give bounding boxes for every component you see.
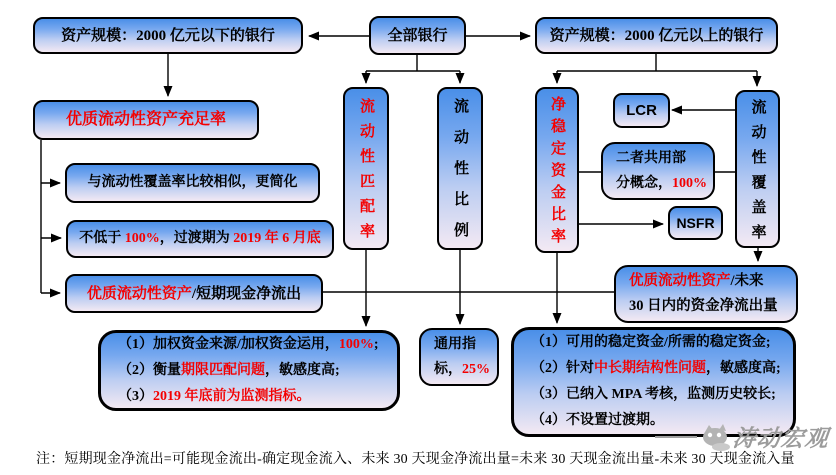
lmr-details-line1: [118, 332, 379, 358]
lmr-details-line1-b: 100%: [338, 336, 374, 352]
lmr-details-line3-a: （3）: [118, 388, 153, 404]
node-hqla-formula: [65, 274, 323, 313]
node-lcr-abbr: [613, 93, 670, 128]
lmr-details-line2: [118, 358, 340, 384]
generic-indicator-line2: [434, 357, 490, 382]
lcr-formula-line1: [629, 269, 764, 294]
node-shared-concept: [601, 142, 715, 200]
lcr-formula-line1-red: 优质流动性资产: [629, 273, 731, 289]
nsfr-details-line2-b: 中长期结构性问题: [594, 361, 706, 376]
lmr-details-line3: [118, 384, 311, 410]
lmr-details-line2-a: （2）衡量: [118, 362, 181, 378]
generic-indicator-line2-black: 标，: [434, 362, 462, 377]
nsfr-details-line4: （4）不设置过渡期。: [531, 413, 664, 428]
threshold-text: [79, 231, 321, 248]
node-bank-under-200b-label: 资产规模：2000 亿元以下的银行: [61, 27, 275, 44]
generic-indicator-line1: 通用指: [434, 337, 476, 352]
nsfr-details-line2-c: ，敏感度高;: [706, 361, 781, 376]
threshold-seg-red-1: 100%: [124, 230, 160, 246]
node-lcr-abbr-label: LCR: [626, 101, 657, 119]
shared-concept-line2-red: 100%: [672, 176, 707, 191]
node-similar-to-lcr: [65, 163, 320, 203]
node-lcr-ratio: [735, 90, 780, 248]
node-nsfr-ratio-label: 净稳定资金比率: [549, 96, 565, 250]
cat-logo-icon: [699, 422, 733, 452]
lcr-formula-line1-black: /未来: [730, 273, 764, 289]
node-hqla-adequacy-ratio: [33, 100, 259, 140]
threshold-seg-black-2: ，过渡期为: [159, 230, 234, 246]
node-threshold-transition: [66, 220, 334, 258]
node-nsfr-abbr-label: NSFR: [676, 214, 715, 231]
node-similar-to-lcr-label: 与流动性覆盖率比较相似，更简化: [87, 174, 298, 190]
node-bank-over-200b-label: 资产规模：2000 亿元以上的银行: [549, 27, 764, 44]
hqla-formula-red: 优质流动性资产: [86, 285, 192, 302]
node-all-banks: [369, 16, 466, 55]
watermark-label: 涛动宏观: [731, 426, 831, 451]
node-nsfr-abbr: [668, 206, 723, 240]
node-hqla-adequacy-ratio-label: 优质流动性资产充足率: [65, 111, 226, 129]
nsfr-details-line2: [531, 356, 781, 382]
node-bank-over-200b: [535, 17, 778, 54]
threshold-seg-red-2: 2019 年 6 月底: [233, 230, 321, 246]
hqla-formula-black: /短期现金净流出: [191, 285, 302, 302]
node-liquidity-ratio: [437, 87, 483, 253]
node-generic-indicator: [419, 328, 499, 386]
footnote: 注：短期现金净流出=可能现金流出-确定现金流入、未来 30 天现金净流出量=未来 30 天现金流出量-未来 30 天现金流入量: [36, 452, 795, 467]
node-liquidity-matching-ratio-label: 流动性匹配率: [358, 98, 374, 248]
node-bank-under-200b: [33, 17, 303, 54]
lmr-details-line2-b: 期限匹配问题: [181, 362, 265, 378]
node-liquidity-ratio-label: 流动性比例: [452, 98, 468, 253]
shared-concept-line2: [616, 171, 707, 196]
nsfr-details-line2-a: （2）针对: [531, 361, 594, 376]
node-nsfr-ratio: [535, 87, 579, 253]
nsfr-details-line1: （1）可用的稳定资金/所需的稳定资金;: [531, 335, 771, 350]
lcr-formula-line2: 30 日内的资金净流出量: [629, 298, 778, 314]
threshold-seg-black-1: 不低于: [79, 230, 125, 246]
node-lcr-formula: [614, 265, 798, 323]
node-lmr-details: [98, 330, 400, 411]
lmr-details-line2-c: ，敏感度高;: [265, 362, 340, 378]
node-liquidity-matching-ratio: [343, 87, 389, 250]
hqla-formula-text: [87, 285, 301, 303]
shared-concept-line2-black: 分概念，: [616, 176, 672, 191]
lmr-details-line1-c: ;: [373, 336, 379, 352]
lmr-details-line3-b: 2019 年底前为监测指标。: [153, 388, 311, 404]
shared-concept-line1: 二者共用部: [616, 151, 686, 166]
node-lcr-ratio-label: 流动性覆盖率: [749, 98, 766, 249]
node-all-banks-label: 全部银行: [387, 27, 448, 44]
generic-indicator-line2-red: 25%: [462, 362, 490, 377]
lmr-details-line1-a: （1）加权资金来源/加权资金运用，: [118, 336, 339, 352]
watermark-line: [655, 436, 697, 438]
nsfr-details-line3: （3）已纳入 MPA 考核，监测历史较长;: [531, 387, 776, 402]
